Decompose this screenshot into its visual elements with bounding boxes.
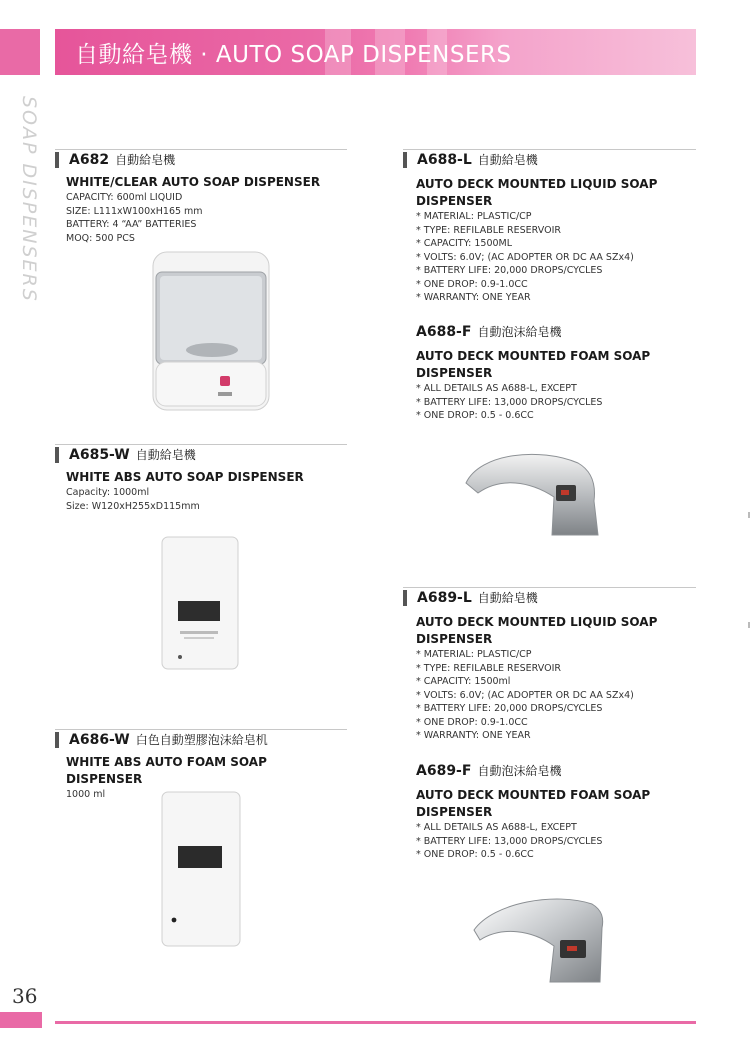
product-title-line: DISPENSER bbox=[416, 366, 493, 380]
product-title bbox=[416, 348, 696, 382]
section-side-label: SOAP DISPENSERS bbox=[18, 96, 40, 303]
header-banner bbox=[55, 29, 696, 75]
spec-line: * ONE DROP: 0.9-1.0CC bbox=[416, 716, 528, 728]
product-code: A686-W bbox=[69, 732, 130, 748]
footer-accent-block bbox=[0, 1012, 42, 1028]
code-marker bbox=[403, 152, 407, 168]
code-marker bbox=[403, 590, 407, 606]
code-marker bbox=[55, 447, 59, 463]
divider bbox=[55, 149, 347, 150]
spec-line: MOQ: 500 PCS bbox=[66, 232, 135, 244]
spec-line: BATTERY: 4 “AA” BATTERIES bbox=[66, 219, 197, 230]
header-accent-block bbox=[0, 29, 40, 75]
product-chinese-name: 自動給皂機 bbox=[135, 448, 196, 462]
spec-line: Capacity: 1000ml bbox=[66, 487, 150, 498]
spec-line: * WARRANTY: ONE YEAR bbox=[416, 730, 531, 741]
divider bbox=[403, 149, 696, 150]
product-title-line: AUTO DECK MOUNTED LIQUID SOAP bbox=[416, 177, 658, 191]
spec-line: * ALL DETAILS AS A688-L, EXCEPT bbox=[416, 383, 577, 394]
product-image-a686w bbox=[160, 790, 242, 948]
code-marker bbox=[55, 732, 59, 748]
footer-rule bbox=[55, 1021, 696, 1024]
product-a689l bbox=[403, 589, 696, 743]
spec-line: * BATTERY LIFE: 13,000 DROPS/CYCLES bbox=[416, 396, 603, 408]
product-a682 bbox=[55, 151, 347, 245]
product-image-a685w bbox=[160, 535, 240, 671]
spec-line: * ONE DROP: 0.5 - 0.6CC bbox=[416, 849, 534, 860]
spec-line: CAPACITY: 600ml LIQUID bbox=[66, 192, 183, 203]
product-a689f bbox=[416, 762, 696, 862]
product-code-row bbox=[403, 151, 696, 168]
product-title-line: DISPENSER bbox=[416, 194, 493, 208]
product-a685w bbox=[55, 446, 347, 513]
product-chinese-name: 自動給皂機 bbox=[477, 591, 538, 605]
product-code: A688-F bbox=[416, 324, 472, 340]
spec-line: * BATTERY LIFE: 20,000 DROPS/CYCLES bbox=[416, 703, 603, 714]
product-code: A688-L bbox=[417, 152, 472, 168]
product-title-line: DISPENSER bbox=[416, 632, 493, 646]
product-a688l bbox=[403, 151, 696, 305]
product-title-line: AUTO DECK MOUNTED LIQUID SOAP bbox=[416, 615, 658, 629]
divider bbox=[55, 729, 347, 730]
product-title: WHITE ABS AUTO SOAP DISPENSER bbox=[66, 470, 304, 484]
divider bbox=[55, 444, 347, 445]
product-chinese-name: 自動泡沫給皂機 bbox=[477, 764, 562, 778]
spec-line: * MATERIAL: PLASTIC/CP bbox=[416, 211, 532, 222]
product-code-row bbox=[403, 589, 696, 606]
product-code-row bbox=[55, 151, 347, 168]
product-image-a689f bbox=[468, 886, 618, 986]
product-code-row bbox=[55, 446, 347, 463]
product-code-row bbox=[416, 323, 696, 340]
page-number: 36 bbox=[12, 984, 38, 1008]
product-title bbox=[416, 176, 696, 210]
product-title: WHITE/CLEAR AUTO SOAP DISPENSER bbox=[66, 175, 321, 189]
spec-line: * WARRANTY: ONE YEAR bbox=[416, 292, 531, 303]
product-chinese-name: 白色自動塑膠泡沫給皂机 bbox=[135, 733, 268, 747]
spec-line: * BATTERY LIFE: 13,000 DROPS/CYCLES bbox=[416, 835, 603, 847]
spec-line: * ALL DETAILS AS A688-L, EXCEPT bbox=[416, 822, 577, 833]
spec-line: * TYPE: REFILABLE RESERVOIR bbox=[416, 662, 561, 674]
product-chinese-name: 自動給皂機 bbox=[477, 153, 538, 167]
product-code: A689-F bbox=[416, 763, 472, 779]
product-code: A685-W bbox=[69, 447, 130, 463]
product-chinese-name: 自動泡沫給皂機 bbox=[477, 325, 562, 339]
spec-line: * TYPE: REFILABLE RESERVOIR bbox=[416, 224, 561, 236]
product-code: A682 bbox=[69, 152, 110, 168]
spec-line: SIZE: L111xW100xH165 mm bbox=[66, 205, 203, 217]
code-marker bbox=[55, 152, 59, 168]
spec-line: * CAPACITY: 1500ML bbox=[416, 238, 513, 249]
product-code-row bbox=[55, 731, 347, 748]
product-title-line: DISPENSER bbox=[416, 805, 493, 819]
spec-line: * CAPACITY: 1500ml bbox=[416, 676, 511, 687]
spec-line: * MATERIAL: PLASTIC/CP bbox=[416, 649, 532, 660]
product-title-line: AUTO DECK MOUNTED FOAM SOAP bbox=[416, 349, 651, 363]
divider bbox=[403, 587, 696, 588]
product-title bbox=[416, 614, 696, 648]
spec-line: * ONE DROP: 0.5 - 0.6CC bbox=[416, 410, 534, 421]
product-title-line: AUTO DECK MOUNTED FOAM SOAP bbox=[416, 788, 651, 802]
spec-line: 1000 ml bbox=[66, 789, 106, 800]
spec-line: Size: W120xH255xD115mm bbox=[66, 500, 200, 512]
product-title bbox=[416, 787, 696, 821]
product-image-a688f bbox=[460, 445, 610, 537]
product-a688f bbox=[416, 323, 696, 423]
page-title: 自動給皂機 · AUTO SOAP DISPENSERS bbox=[75, 42, 512, 68]
spec-line: * VOLTS: 6.0V; (AC ADOPTER OR DC AA SZx4) bbox=[416, 689, 634, 701]
product-image-a682 bbox=[150, 250, 272, 414]
spec-line: * BATTERY LIFE: 20,000 DROPS/CYCLES bbox=[416, 265, 603, 276]
product-title: WHITE ABS AUTO FOAM SOAP DISPENSER bbox=[66, 755, 267, 786]
product-code: A689-L bbox=[417, 590, 472, 606]
spec-line: * ONE DROP: 0.9-1.0CC bbox=[416, 278, 528, 290]
product-code-row bbox=[416, 762, 696, 779]
product-chinese-name: 自動給皂機 bbox=[115, 153, 176, 167]
spec-line: * VOLTS: 6.0V; (AC ADOPTER OR DC AA SZx4) bbox=[416, 251, 634, 263]
